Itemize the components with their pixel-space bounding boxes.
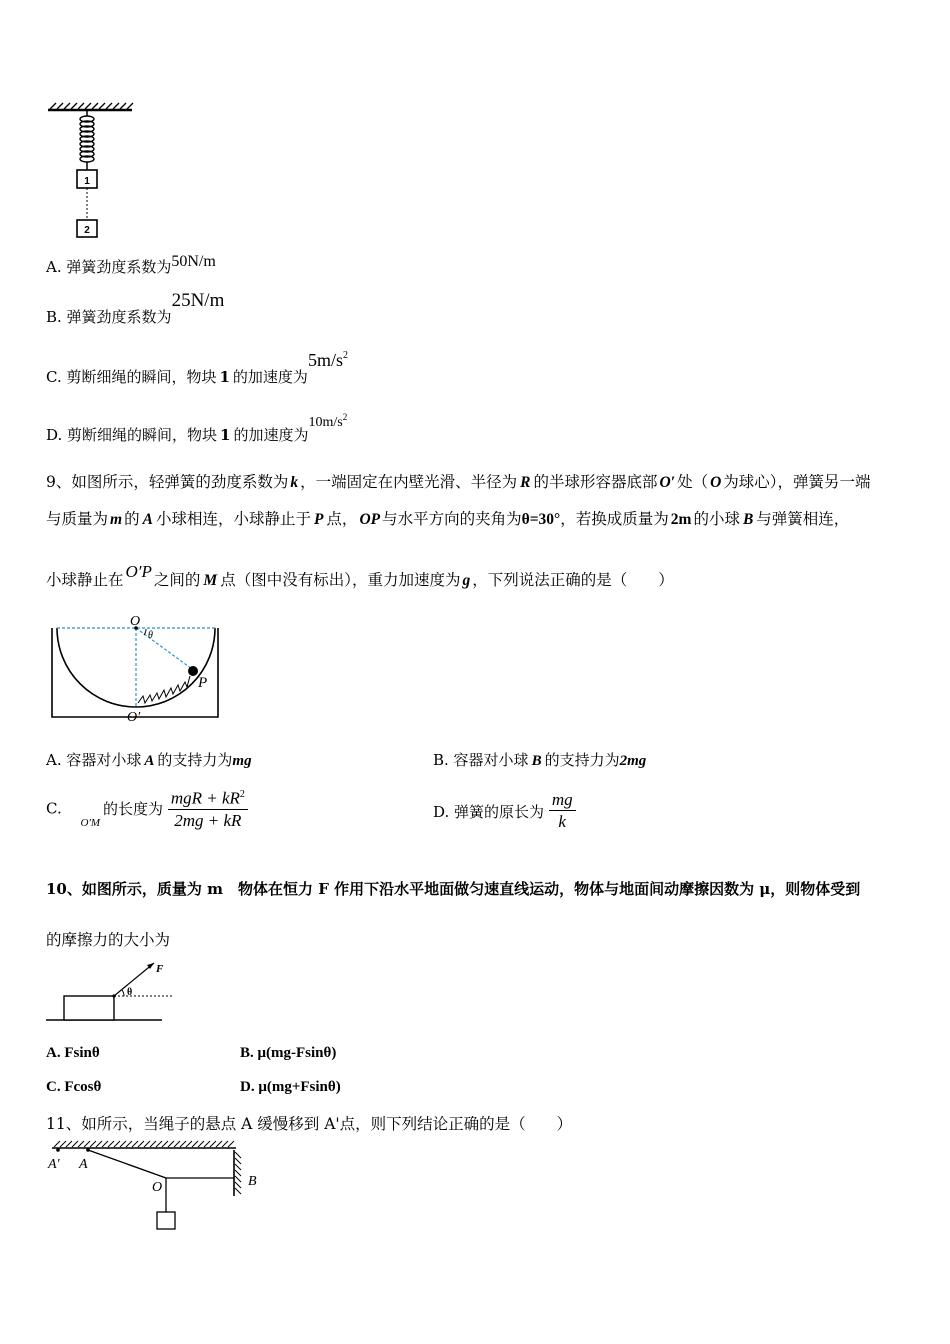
q9-l2-m2: 2m	[670, 511, 692, 528]
q8-option-d-num: 1	[220, 426, 231, 444]
q9-option-c-prefix: C.	[46, 799, 62, 818]
q9-l2-P: P	[313, 511, 324, 528]
q9-l1-p4: 处（	[677, 473, 709, 491]
q8-option-a-text: A. 弹簧劲度系数为	[46, 258, 172, 276]
q9-l2-p6: ，若换成质量为	[560, 510, 669, 528]
q8-option-c[interactable]	[46, 350, 348, 386]
q9-option-b[interactable]	[433, 749, 646, 770]
q10-block-figure	[44, 958, 179, 1026]
q9-fig-O-label: O	[130, 614, 141, 629]
q8-option-b-value: 25N/m	[171, 290, 225, 311]
q9-l1-R: R	[520, 474, 531, 491]
q9-l1-O: O	[710, 474, 722, 491]
q8-option-a-value: 50N/m	[171, 253, 216, 270]
q9-option-a[interactable]	[46, 749, 252, 770]
q8-option-c-text: C. 剪断细绳的瞬间，物块	[46, 368, 217, 386]
q10-line1: 10、如图所示，质量为 m 物体在恒力 F 作用下沿水平地面做匀速直线运动，物体与地面间动摩擦因数为 μ，则物体受到	[46, 880, 861, 898]
q9-l1-p2: ，一端固定在内壁光滑、半径为	[300, 473, 518, 491]
q8-option-c-text2: 的加速度为	[232, 368, 308, 386]
q9-option-c[interactable]	[46, 785, 248, 832]
q9-fig-P-label: P	[198, 675, 208, 691]
q9-option-d-text: D. 弹簧的原长为	[433, 803, 545, 821]
q11-fig-A-label: A	[79, 1157, 88, 1172]
q9-l2-p3: 小球相连，小球静止于	[155, 510, 311, 528]
q9-l2-A: A	[142, 511, 153, 528]
q8-option-d-text2: 的加速度为	[233, 426, 309, 444]
q9-option-c-text: 的长度为	[103, 799, 164, 818]
q9-option-c-denominator: 2mg + kR	[174, 810, 242, 830]
q9-l1-k: k	[290, 474, 299, 491]
q8-option-d[interactable]	[46, 410, 348, 444]
q11-fig-A1-label: A′	[48, 1157, 60, 1172]
q9-l2-p2: 的	[124, 510, 140, 528]
q9-option-c-fraction	[168, 785, 248, 832]
q9-l2-OP: OP	[359, 511, 381, 528]
q9-line3	[46, 560, 674, 589]
q9-l2-theta: θ=30°	[521, 511, 561, 528]
q9-l2-m: m	[110, 511, 123, 528]
q8-option-b-text: B. 弹簧劲度系数为	[46, 308, 172, 326]
q11-rope-figure	[44, 1138, 274, 1238]
q9-l3-p2: 之间的	[153, 571, 201, 589]
q8-spring-figure	[40, 100, 140, 245]
q9-option-c-numerator	[168, 785, 248, 810]
q9-option-a-text2: 的支持力为	[157, 751, 233, 769]
q9-l2-p8: 与弹簧相连，	[756, 510, 850, 528]
q10-fig-theta-label: θ	[127, 987, 133, 998]
q11-fig-B-label: B	[248, 1174, 257, 1189]
q9-l2-p7: 的小球	[693, 510, 740, 528]
q9-option-c-num-exp: 2	[239, 789, 245, 800]
q8-option-b[interactable]	[46, 290, 225, 326]
q8-option-d-value: 10m/s	[308, 415, 343, 430]
q9-l3-p3: 点（图中没有标出），重力加速度为	[220, 571, 461, 589]
q9-l2-B: B	[742, 511, 754, 528]
q9-l3-p4: ，下列说法正确的是（ ）	[472, 571, 674, 589]
q9-l1-p5: 为球心），弹簧另一端	[723, 473, 871, 491]
q9-bowl-figure	[40, 610, 230, 725]
q10-option-d[interactable]: D. μ(mg+Fsinθ)	[240, 1079, 341, 1095]
q8-option-d-exp: 2	[342, 412, 348, 422]
q9-l1-O1: O′	[659, 474, 676, 491]
q9-line1	[46, 470, 871, 492]
q9-option-b-text: B. 容器对小球	[433, 751, 529, 769]
q9-option-d-fraction	[549, 790, 576, 833]
q9-l1-p3: 的半球形容器底部	[533, 473, 658, 491]
q10-option-a[interactable]: A. Fsinθ	[46, 1045, 100, 1061]
q9-l1-p1: 9、如图所示，轻弹簧的劲度系数为	[46, 473, 289, 491]
q8-option-c-num: 1	[219, 368, 230, 386]
q9-option-a-text: A. 容器对小球	[46, 751, 142, 769]
q9-option-c-seg: O′M	[80, 817, 101, 830]
q9-option-a-val: mg	[232, 753, 252, 769]
q10-option-c[interactable]: C. Fcosθ	[46, 1079, 102, 1095]
q9-option-b-text2: 的支持力为	[544, 751, 620, 769]
q9-option-d[interactable]	[433, 790, 576, 833]
q9-option-b-val: 2mg	[619, 753, 647, 769]
q9-option-c-num-text: mgR + kR	[170, 788, 240, 808]
q10-option-b[interactable]: B. μ(mg-Fsinθ)	[240, 1045, 337, 1061]
q9-fig-O1-label: O′	[127, 710, 141, 725]
q9-l3-p1: 小球静止在	[46, 571, 124, 589]
q8-option-c-exp: 2	[342, 350, 348, 361]
q11-fig-O-label: O	[152, 1180, 163, 1195]
q8-block2-label: 2	[84, 225, 90, 236]
q11-line1: 11、如所示，当绳子的悬点 A 缓慢移到 A'点，则下列结论正确的是（ ）	[46, 1115, 573, 1133]
q9-fig-theta-label: θ	[148, 630, 153, 641]
q8-option-c-value: 5m/s	[307, 350, 343, 370]
q9-option-d-numerator: mg	[549, 790, 576, 811]
q9-l3-seg: O′P	[125, 562, 152, 581]
q8-option-a[interactable]	[46, 253, 216, 277]
q8-block1-label: 1	[84, 176, 90, 187]
q10-line2: 的摩擦力的大小为	[46, 931, 171, 949]
q9-option-d-denominator: k	[558, 812, 566, 831]
q9-l2-p1: 与质量为	[46, 510, 109, 528]
q8-option-d-text: D. 剪断细绳的瞬间，物块	[46, 426, 218, 444]
q9-option-b-var: B	[531, 753, 542, 769]
q9-l2-p5: 与水平方向的夹角为	[382, 510, 522, 528]
q9-l3-M: M	[203, 572, 218, 589]
q10-fig-F-label: F	[156, 963, 164, 975]
q9-option-a-var: A	[144, 753, 155, 769]
q9-line2	[46, 507, 849, 529]
q9-l2-p4: 点，	[326, 510, 358, 528]
q9-l3-g: g	[462, 572, 471, 589]
